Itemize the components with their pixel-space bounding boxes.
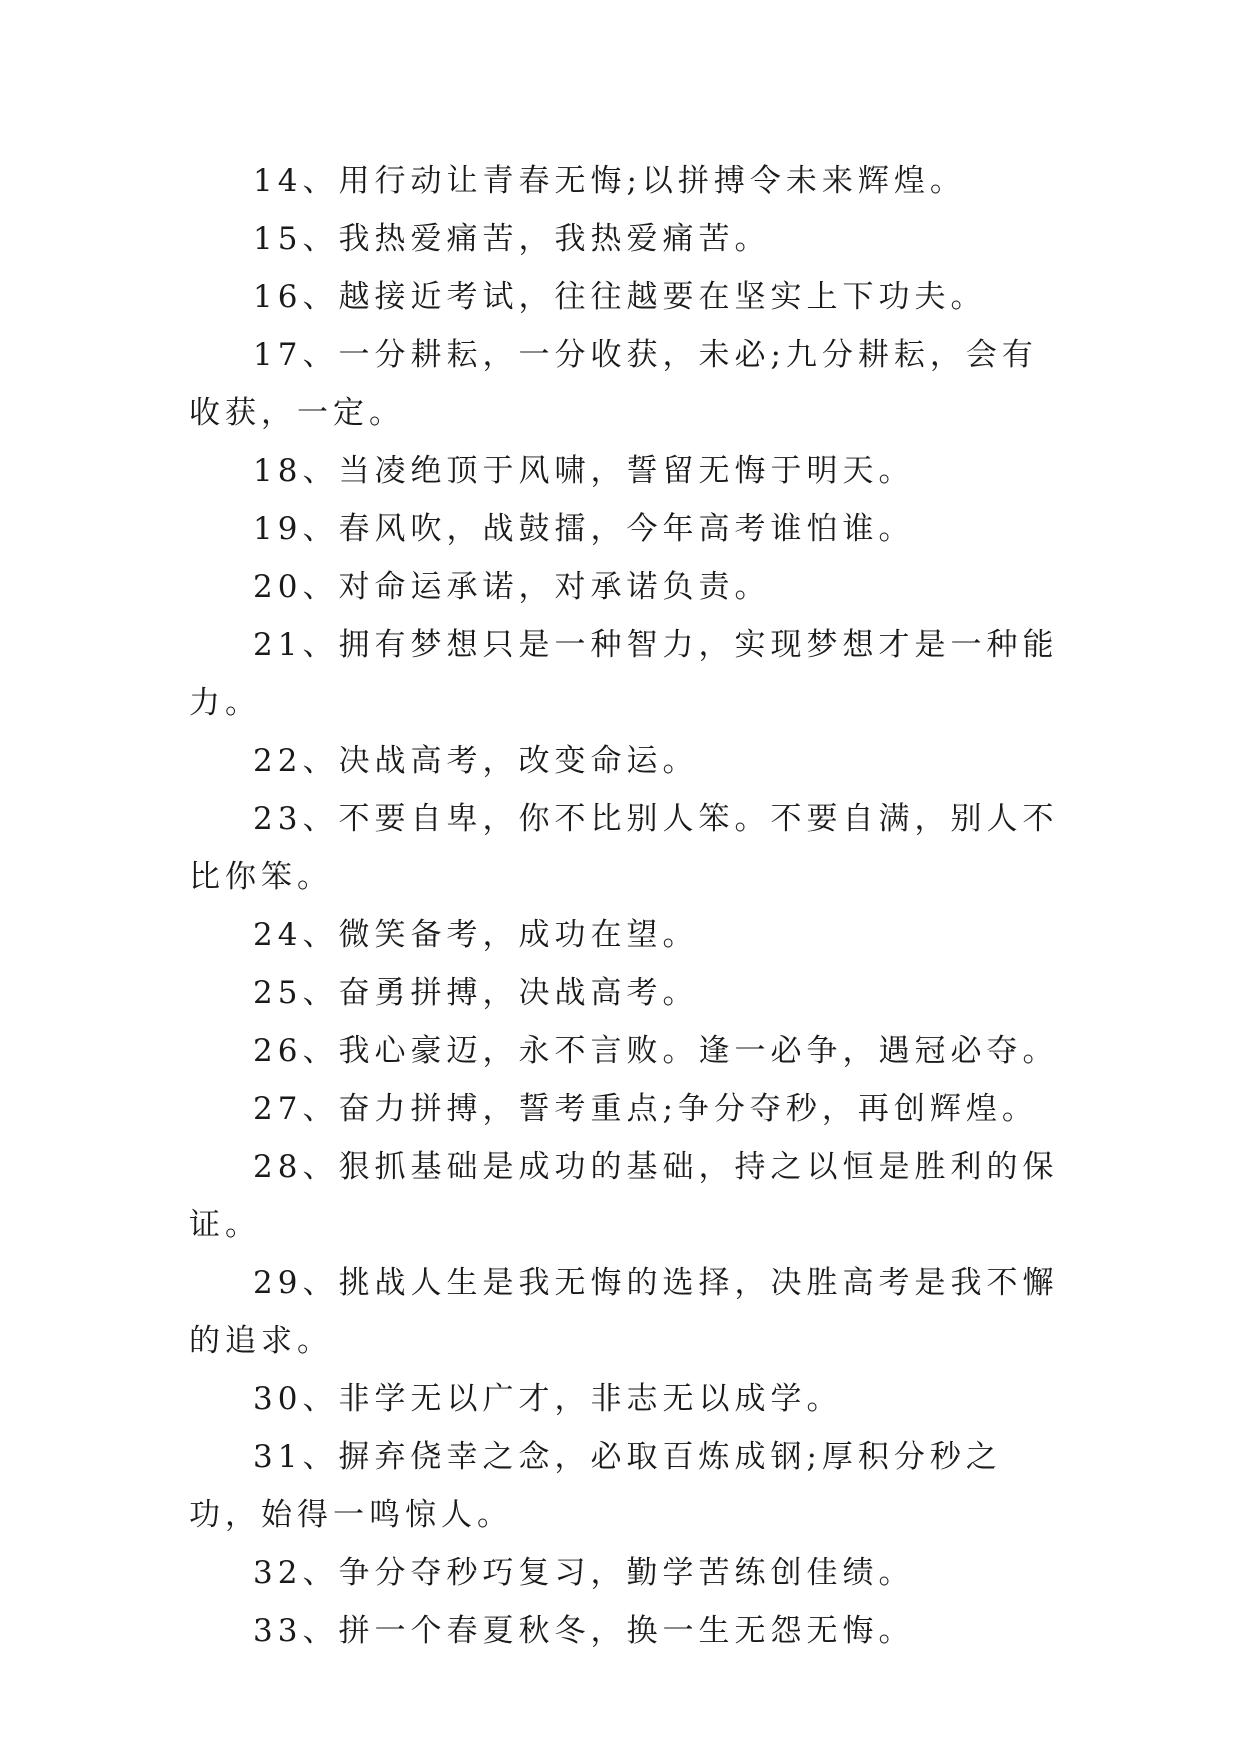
paragraph-26: 26、我心豪迈，永不言败。逢一必争，遇冠必夺。 (253, 1033, 1059, 1069)
paragraph-24: 24、微笑备考，成功在望。 (253, 917, 699, 953)
paragraph-23: 23、不要自卑，你不比别人笨。不要自满，别人不比你笨。 (189, 801, 1059, 895)
paragraph-22: 22、决战高考，改变命运。 (253, 743, 699, 779)
paragraph-25: 25、奋勇拼搏，决战高考。 (253, 975, 699, 1011)
paragraph-21: 21、拥有梦想只是一种智力，实现梦想才是一种能力。 (189, 627, 1059, 721)
paragraph-18: 18、当凌绝顶于风啸，誓留无悔于明天。 (253, 453, 915, 489)
paragraph-27: 27、奋力拼搏，誓考重点;争分夺秒，再创辉煌。 (253, 1091, 1038, 1127)
paragraph-17: 17、一分耕耘，一分收获，未必;九分耕耘，会有收获，一定。 (189, 337, 1038, 431)
paragraph-15: 15、我热爱痛苦，我热爱痛苦。 (253, 221, 771, 257)
paragraph-33: 33、拼一个春夏秋冬，换一生无怨无悔。 (253, 1613, 915, 1649)
paragraph-32: 32、争分夺秒巧复习，勤学苦练创佳绩。 (253, 1555, 915, 1591)
paragraph-20: 20、对命运承诺，对承诺负责。 (253, 569, 771, 605)
paragraph-29: 29、挑战人生是我无悔的选择，决胜高考是我不懈的追求。 (189, 1265, 1059, 1359)
paragraph-16: 16、越接近考试，往往越要在坚实上下功夫。 (253, 279, 987, 315)
paragraph-31: 31、摒弃侥幸之念，必取百炼成钢;厚积分秒之功，始得一鸣惊人。 (189, 1439, 1002, 1533)
paragraph-28: 28、狠抓基础是成功的基础，持之以恒是胜利的保证。 (189, 1149, 1059, 1243)
paragraph-14: 14、用行动让青春无悔;以拼搏令未来辉煌。 (253, 163, 966, 199)
paragraph-30: 30、非学无以广才，非志无以成学。 (253, 1381, 843, 1417)
paragraph-19: 19、春风吹，战鼓擂，今年高考谁怕谁。 (253, 511, 915, 547)
document-body (189, 152, 1059, 1660)
